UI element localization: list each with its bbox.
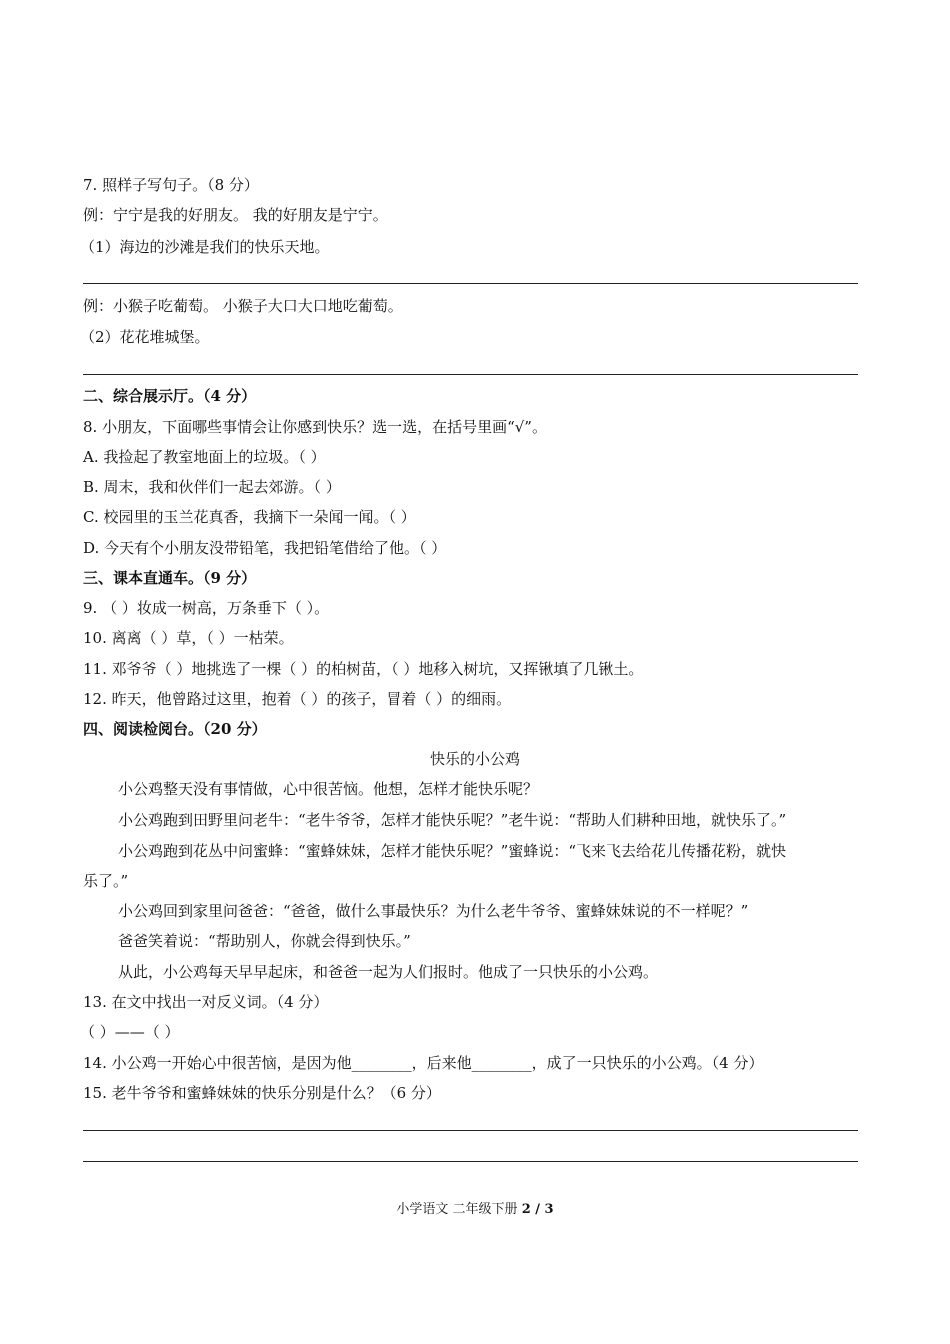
story-paragraph: 从此，小公鸡每天早早起床，和爸爸一起为人们报时。他成了一只快乐的小公鸡。: [118, 963, 659, 981]
answer-rule: [83, 374, 858, 375]
section-2-heading: 二、综合展示厅。（4 分）: [83, 387, 257, 405]
example-1: 例：宁宁是我的好朋友。 我的好朋友是宁宁。: [83, 206, 388, 224]
story-paragraph: 小公鸡跑到田野里问老牛：“老牛爷爷，怎样才能快乐呢？”老牛说：“帮助人们耕种田地，就快乐了。”: [118, 811, 787, 829]
example-2: 例：小猴子吃葡萄。 小猴子大口大口地吃葡萄。: [83, 297, 403, 315]
story-paragraph: 小公鸡回到家里问爸爸：“爸爸，做什么事最快乐？为什么老牛爷爷、蜜蜂妹妹说的不一样呢？”: [118, 902, 749, 920]
section-4-heading: 四、阅读检阅台。（20 分）: [83, 720, 267, 738]
story-paragraph: 乐了。”: [83, 872, 129, 890]
footer-label: 小学语文 二年级下册: [396, 1202, 518, 1217]
question-11: 11. 邓爷爷（ ）地挑选了一棵（ ）的柏树苗，（ ）地移入树坑，又挥锹填了几锹土。: [83, 660, 644, 678]
story-paragraph: 小公鸡跑到花丛中问蜜蜂：“蜜蜂妹妹，怎样才能快乐呢？”蜜蜂说：“飞来飞去给花儿传播花粉，就快: [118, 842, 787, 860]
section-3-heading: 三、课本直通车。（9 分）: [83, 569, 257, 587]
item-2: （2）花花堆城堡。: [80, 328, 210, 346]
answer-rule: [83, 1161, 858, 1162]
question-12: 12. 昨天，他曾路过这里，抱着（ ）的孩子，冒着（ ）的细雨。: [83, 690, 512, 708]
question-9: 9. （ ）妆成一树高，万条垂下（ ）。: [83, 599, 330, 617]
story-paragraph: 小公鸡整天没有事情做，心中很苦恼。他想，怎样才能快乐呢？: [118, 780, 539, 798]
page-footer: [0, 1198, 950, 1217]
question-15: 15. 老牛爷爷和蜜蜂妹妹的快乐分别是什么？（6 分）: [83, 1084, 441, 1102]
question-7-title: 7. 照样子写句子。（8 分）: [83, 176, 259, 194]
question-10: 10. 离离（ ）草，（ ）一枯荣。: [83, 629, 294, 647]
option-b: B. 周末，我和伙伴们一起去郊游。（ ）: [83, 478, 341, 496]
option-c: C. 校园里的玉兰花真香，我摘下一朵闻一闻。（ ）: [83, 508, 416, 526]
option-a: A. 我捡起了教室地面上的垃圾。（ ）: [83, 448, 326, 466]
story-paragraph: 爸爸笑着说：“帮助别人，你就会得到快乐。”: [118, 932, 411, 950]
story-title: 快乐的小公鸡: [429, 750, 520, 768]
question-14: 14. 小公鸡一开始心中很苦恼，是因为他________，后来他________，成了一只快乐的小公鸡。（4 分）: [83, 1054, 764, 1072]
question-8: 8. 小朋友，下面哪些事情会让你感到快乐？选一选，在括号里画“√”。: [83, 418, 547, 436]
page-number: 2 / 3: [521, 1202, 554, 1217]
option-d: D. 今天有个小朋友没带铅笔，我把铅笔借给了他。（ ）: [83, 539, 447, 557]
answer-rule: [83, 1130, 858, 1131]
item-1: （1）海边的沙滩是我们的快乐天地。: [80, 238, 330, 256]
question-13-blank: （ ）——（ ）: [80, 1023, 180, 1041]
question-13: 13. 在文中找出一对反义词。（4 分）: [83, 993, 329, 1011]
answer-rule: [83, 283, 858, 284]
